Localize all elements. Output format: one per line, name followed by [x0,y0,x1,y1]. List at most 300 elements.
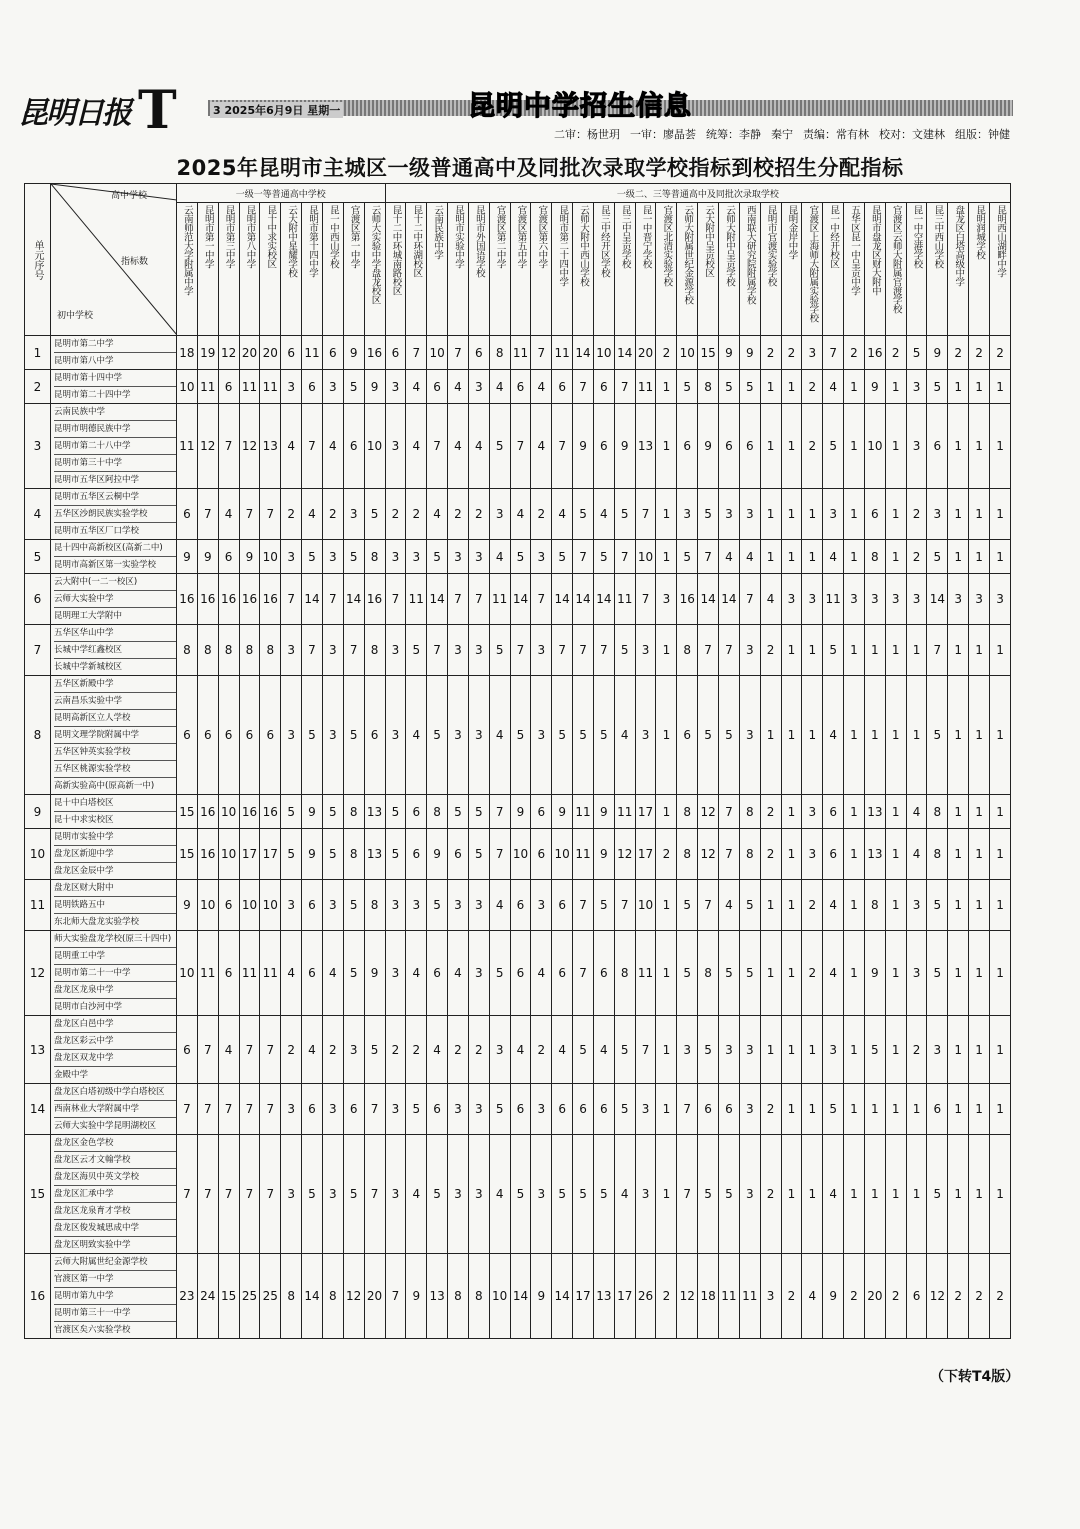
quota-cell: 6 [593,370,614,404]
quota-cell: 11 [614,795,635,829]
quota-cell: 11 [260,370,281,404]
quota-cell: 5 [468,795,489,829]
quota-cell: 5 [823,1084,844,1135]
quota-cell: 4 [593,489,614,540]
quota-cell: 1 [906,676,927,795]
quota-cell: 14 [510,574,531,625]
quota-cell: 7 [531,336,552,370]
quota-cell: 5 [677,370,698,404]
quota-cell: 2 [531,1016,552,1084]
middle-school-name: 盘龙区财大附中 [54,880,176,897]
page-letter: T [138,80,177,141]
credit-item: 统筹：李静 [706,128,761,141]
quota-cell: 9 [510,795,531,829]
quota-cell: 1 [802,1016,823,1084]
quota-cell: 5 [343,1135,364,1254]
quota-cell: 6 [197,676,218,795]
quota-cell: 8 [448,1254,469,1339]
quota-cell: 7 [239,1084,260,1135]
quota-cell: 11 [489,574,510,625]
quota-cell: 6 [864,489,885,540]
high-school-column [635,203,656,336]
high-school-column [906,203,927,336]
table-row [25,1254,1011,1339]
quota-cell: 4 [489,676,510,795]
quota-cell: 7 [239,1135,260,1254]
high-school-name: 官渡区第一中学 [348,205,360,268]
quota-cell: 5 [302,676,323,795]
quota-cell: 4 [218,1016,239,1084]
quota-cell: 3 [448,676,469,795]
middle-school-name: 昆明文理学院附属中学 [54,727,176,744]
quota-cell: 10 [218,829,239,880]
group-header: 一级一等普通高中学校 [177,184,386,203]
middle-school-name: 云师大实验中学昆明湖校区 [54,1121,157,1131]
quota-cell: 17 [573,1254,594,1339]
quota-cell: 17 [635,795,656,829]
page-title: 2025年昆明市主城区一级普通高中及同批次录取学校指标到校招生分配指标 [176,156,904,180]
quota-cell: 7 [573,625,594,676]
table-row [25,625,1011,676]
quota-cell: 4 [614,1135,635,1254]
quota-cell: 3 [385,404,406,489]
quota-cell: 26 [635,1254,656,1339]
quota-cell: 5 [927,370,948,404]
quota-cell: 1 [844,489,865,540]
quota-cell: 12 [343,1254,364,1339]
quota-cell: 7 [614,370,635,404]
quota-cell: 2 [844,1254,865,1339]
quota-cell: 5 [427,880,448,931]
table-row [25,1084,1011,1135]
high-school-column [989,203,1010,336]
quota-cell: 1 [969,795,990,829]
quota-cell: 5 [614,489,635,540]
quota-cell: 8 [677,795,698,829]
quota-cell: 7 [593,625,614,676]
quota-cell: 3 [385,625,406,676]
high-school-name: 昆三中西山学校 [932,205,944,268]
high-school-column [281,203,302,336]
quota-cell: 2 [760,795,781,829]
quota-cell: 1 [885,880,906,931]
middle-school-list [51,540,177,574]
middle-school-name: 昆明市明德民族中学 [54,421,176,438]
quota-cell: 6 [531,795,552,829]
quota-cell: 5 [614,1084,635,1135]
quota-cell: 16 [177,574,198,625]
quota-cell: 2 [802,370,823,404]
quota-cell: 3 [385,676,406,795]
quota-cell: 5 [343,931,364,1016]
quota-cell: 9 [364,370,385,404]
middle-school-name: 盘龙区龙泉育才学校 [54,1203,176,1220]
quota-cell: 3 [823,1016,844,1084]
quota-cell: 1 [989,489,1010,540]
quota-cell: 7 [489,829,510,880]
quota-cell: 6 [593,931,614,1016]
quota-cell: 5 [427,540,448,574]
quota-cell: 1 [760,489,781,540]
quota-cell: 1 [989,625,1010,676]
credit-item: 秦宁 [771,128,793,141]
quota-cell: 7 [218,1135,239,1254]
quota-cell: 7 [281,574,302,625]
quota-cell: 8 [927,795,948,829]
quota-cell: 5 [593,1135,614,1254]
quota-cell: 1 [656,625,677,676]
quota-cell: 7 [364,1084,385,1135]
quota-cell: 5 [593,880,614,931]
quota-cell: 14 [698,574,719,625]
quota-cell: 20 [864,1254,885,1339]
quota-cell: 5 [823,625,844,676]
quota-cell: 1 [989,540,1010,574]
quota-cell: 8 [927,829,948,880]
quota-cell: 2 [760,829,781,880]
quota-cell: 25 [239,1254,260,1339]
quota-cell: 3 [468,1084,489,1135]
quota-cell: 4 [427,489,448,540]
quota-cell: 1 [864,1135,885,1254]
quota-cell: 5 [864,1016,885,1084]
quota-cell: 1 [864,1084,885,1135]
quota-cell: 2 [885,336,906,370]
quota-cell: 5 [698,1016,719,1084]
quota-cell: 1 [802,1084,823,1135]
quota-cell: 17 [635,829,656,880]
quota-cell: 3 [385,540,406,574]
quota-cell: 6 [218,540,239,574]
quota-cell: 11 [302,336,323,370]
high-school-column [427,203,448,336]
high-school-name: 昆明金岸中学 [786,205,798,259]
quota-cell: 3 [322,676,343,795]
high-school-name: 昆明市第三中学 [223,205,235,268]
high-school-name: 昆十二中环城南路校区 [390,205,402,295]
high-school-name: 昆一中空港学校 [911,205,923,268]
corner-label-quota: 指标数 [121,257,149,267]
quota-cell: 2 [989,1254,1010,1339]
middle-school-name: 昆明市第十四中学 [54,370,176,387]
quota-cell: 10 [677,336,698,370]
quota-cell: 3 [760,1254,781,1339]
middle-school-list [51,829,177,880]
quota-cell: 12 [698,795,719,829]
quota-cell: 3 [385,370,406,404]
quota-cell: 4 [281,404,302,489]
quota-cell: 1 [656,1135,677,1254]
quota-cell: 1 [969,880,990,931]
middle-school-name: 昆明市高新区第一实验学校 [54,560,157,570]
quota-cell: 1 [969,676,990,795]
quota-cell: 3 [802,336,823,370]
high-school-name: 官渡区第五中学 [515,205,527,268]
quota-cell: 8 [218,625,239,676]
quota-cell: 3 [719,489,740,540]
quota-cell: 3 [281,880,302,931]
quota-cell: 10 [593,336,614,370]
quota-cell: 2 [969,336,990,370]
quota-cell: 8 [427,795,448,829]
quota-cell: 1 [781,1135,802,1254]
quota-cell: 8 [343,829,364,880]
quota-cell: 17 [239,829,260,880]
quota-cell: 9 [864,931,885,1016]
high-school-column [364,203,385,336]
middle-school-name: 昆明市白沙河中学 [54,1002,123,1012]
quota-cell: 5 [552,540,573,574]
quota-cell: 1 [989,931,1010,1016]
quota-cell: 7 [406,336,427,370]
quota-cell: 8 [177,625,198,676]
quota-cell: 10 [177,370,198,404]
quota-cell: 5 [739,370,760,404]
quota-cell: 3 [656,574,677,625]
quota-cell: 16 [239,795,260,829]
quota-cell: 1 [802,540,823,574]
quota-cell: 3 [322,880,343,931]
quota-cell: 5 [927,931,948,1016]
quota-cell: 6 [177,1016,198,1084]
middle-school-name: 昆明高新区立人学校 [54,710,176,727]
middle-school-name: 云南民族中学 [54,404,176,421]
quota-cell: 7 [719,795,740,829]
high-school-column [864,203,885,336]
quota-cell: 6 [593,1084,614,1135]
credit-item: 责编：常有林 [803,128,869,141]
quota-cell: 5 [739,880,760,931]
quota-cell: 3 [906,931,927,1016]
middle-school-list [51,880,177,931]
quota-cell: 1 [760,880,781,931]
quota-cell: 1 [948,931,969,1016]
quota-cell: 6 [406,829,427,880]
quota-cell: 1 [844,880,865,931]
quota-cell: 6 [823,829,844,880]
quota-cell: 6 [552,1084,573,1135]
quota-cell: 7 [427,625,448,676]
quota-cell: 10 [239,880,260,931]
quota-cell: 3 [927,489,948,540]
quota-cell: 1 [656,880,677,931]
quota-cell: 14 [552,574,573,625]
quota-cell: 5 [427,1135,448,1254]
quota-cell: 8 [489,336,510,370]
quota-cell: 7 [197,1135,218,1254]
quota-cell: 23 [177,1254,198,1339]
high-school-column [448,203,469,336]
quota-cell: 2 [656,829,677,880]
quota-cell: 1 [781,1016,802,1084]
quota-cell: 3 [322,370,343,404]
quota-cell: 7 [552,404,573,489]
quota-cell: 3 [468,676,489,795]
quota-cell: 1 [969,931,990,1016]
quota-cell: 8 [197,625,218,676]
quota-cell: 6 [719,404,740,489]
quota-cell: 7 [177,1135,198,1254]
quota-cell: 7 [197,489,218,540]
quota-cell: 15 [177,829,198,880]
quota-cell: 6 [906,1254,927,1339]
quota-cell: 9 [719,336,740,370]
quota-cell: 2 [468,1016,489,1084]
quota-cell: 4 [823,676,844,795]
table-row [25,404,1011,489]
quota-cell: 6 [218,370,239,404]
quota-cell: 1 [760,931,781,1016]
quota-cell: 3 [906,880,927,931]
quota-cell: 1 [969,1016,990,1084]
quota-cell: 1 [906,1135,927,1254]
quota-cell: 5 [573,489,594,540]
quota-cell: 13 [427,1254,448,1339]
quota-cell: 1 [802,625,823,676]
quota-cell: 1 [948,625,969,676]
quota-cell: 3 [906,370,927,404]
quota-cell: 6 [302,370,323,404]
quota-cell: 2 [448,1016,469,1084]
quota-cell: 6 [552,370,573,404]
quota-cell: 3 [739,489,760,540]
quota-cell: 20 [239,336,260,370]
quota-cell: 7 [698,880,719,931]
quota-cell: 6 [677,404,698,489]
middle-school-name: 昆明市第三十中学 [54,455,176,472]
quota-cell: 4 [302,1016,323,1084]
quota-cell: 5 [677,931,698,1016]
quota-cell: 7 [614,880,635,931]
quota-cell: 3 [531,1084,552,1135]
quota-cell: 11 [635,370,656,404]
quota-cell: 2 [844,336,865,370]
unit-number: 3 [25,404,51,489]
middle-school-name: 云师大实验中学 [54,591,176,608]
quota-cell: 2 [281,1016,302,1084]
middle-school-name: 金殿中学 [54,1070,89,1080]
high-school-name: 昆明市第二十四中学 [557,205,569,286]
quota-cell: 9 [531,1254,552,1339]
high-school-name: 昆明市盘龙区财大附中 [869,205,881,295]
quota-cell: 1 [885,795,906,829]
quota-cell: 7 [448,574,469,625]
middle-school-name: 五华区新殿中学 [54,676,176,693]
quota-cell: 4 [489,540,510,574]
quota-cell: 8 [364,880,385,931]
quota-cell: 3 [343,489,364,540]
quota-cell: 12 [614,829,635,880]
quota-cell: 11 [239,370,260,404]
quota-cell: 5 [343,880,364,931]
high-school-name: 昆一中晋宁学校 [640,205,652,268]
continued-note: （下转T4版） [930,1369,1020,1385]
high-school-column [844,203,865,336]
middle-school-name: 长城中学红鑫校区 [54,642,176,659]
quota-cell: 7 [573,931,594,1016]
quota-cell: 5 [281,829,302,880]
quota-cell: 13 [864,795,885,829]
quota-cell: 14 [343,574,364,625]
middle-school-name: 官渡区第一中学 [54,1271,176,1288]
quota-cell: 6 [427,1084,448,1135]
quota-cell: 12 [698,829,719,880]
quota-cell: 3 [677,1016,698,1084]
quota-cell: 7 [343,625,364,676]
high-school-column [239,203,260,336]
quota-cell: 6 [573,1084,594,1135]
quota-cell: 13 [593,1254,614,1339]
high-school-column [468,203,489,336]
middle-school-name: 昆明市五华区厂口学校 [54,526,140,536]
high-school-column [218,203,239,336]
high-school-name: 盘龙区白塔高级中学 [953,205,965,286]
middle-school-name: 长城中学新城校区 [54,662,123,672]
quota-cell: 2 [406,1016,427,1084]
quota-cell: 3 [385,1084,406,1135]
quota-cell: 9 [302,829,323,880]
table-row [25,574,1011,625]
quota-cell: 12 [927,1254,948,1339]
quota-cell: 1 [989,1016,1010,1084]
quota-cell: 5 [677,540,698,574]
quota-cell: 1 [781,489,802,540]
quota-cell: 1 [802,489,823,540]
quota-cell: 4 [823,931,844,1016]
quota-cell: 7 [218,1084,239,1135]
quota-cell: 7 [677,1084,698,1135]
quota-cell: 6 [239,676,260,795]
quota-cell: 4 [823,370,844,404]
group-header: 一级二、三等普通高中及同批次录取学校 [385,184,1011,203]
high-school-column [177,203,198,336]
quota-cell: 1 [844,829,865,880]
quota-cell: 1 [656,795,677,829]
quota-cell: 4 [302,489,323,540]
quota-cell: 5 [343,540,364,574]
quota-cell: 1 [656,540,677,574]
quota-cell: 3 [448,540,469,574]
quota-cell: 5 [427,676,448,795]
middle-school-name: 盘龙区龙泉中学 [54,982,176,999]
quota-cell: 16 [364,574,385,625]
quota-cell: 13 [364,829,385,880]
quota-cell: 6 [218,931,239,1016]
middle-school-list [51,676,177,795]
quota-cell: 2 [448,489,469,540]
quota-cell: 11 [614,574,635,625]
unit-number: 9 [25,795,51,829]
quota-cell: 1 [781,540,802,574]
quota-cell: 11 [406,574,427,625]
quota-cell: 3 [531,1135,552,1254]
quota-cell: 7 [302,404,323,489]
quota-cell: 5 [552,676,573,795]
unit-header-label: 单元序号 [32,239,43,280]
quota-cell: 3 [531,540,552,574]
quota-cell: 1 [969,1084,990,1135]
unit-number: 10 [25,829,51,880]
quota-cell: 4 [906,795,927,829]
quota-cell: 7 [635,574,656,625]
middle-school-name: 盘龙区金色学校 [54,1135,176,1152]
quota-cell: 4 [322,931,343,1016]
quota-cell: 15 [177,795,198,829]
middle-school-name: 官渡区矣六实验学校 [54,1325,131,1335]
quota-cell: 4 [531,370,552,404]
quota-cell: 3 [448,880,469,931]
quota-cell: 3 [385,1135,406,1254]
